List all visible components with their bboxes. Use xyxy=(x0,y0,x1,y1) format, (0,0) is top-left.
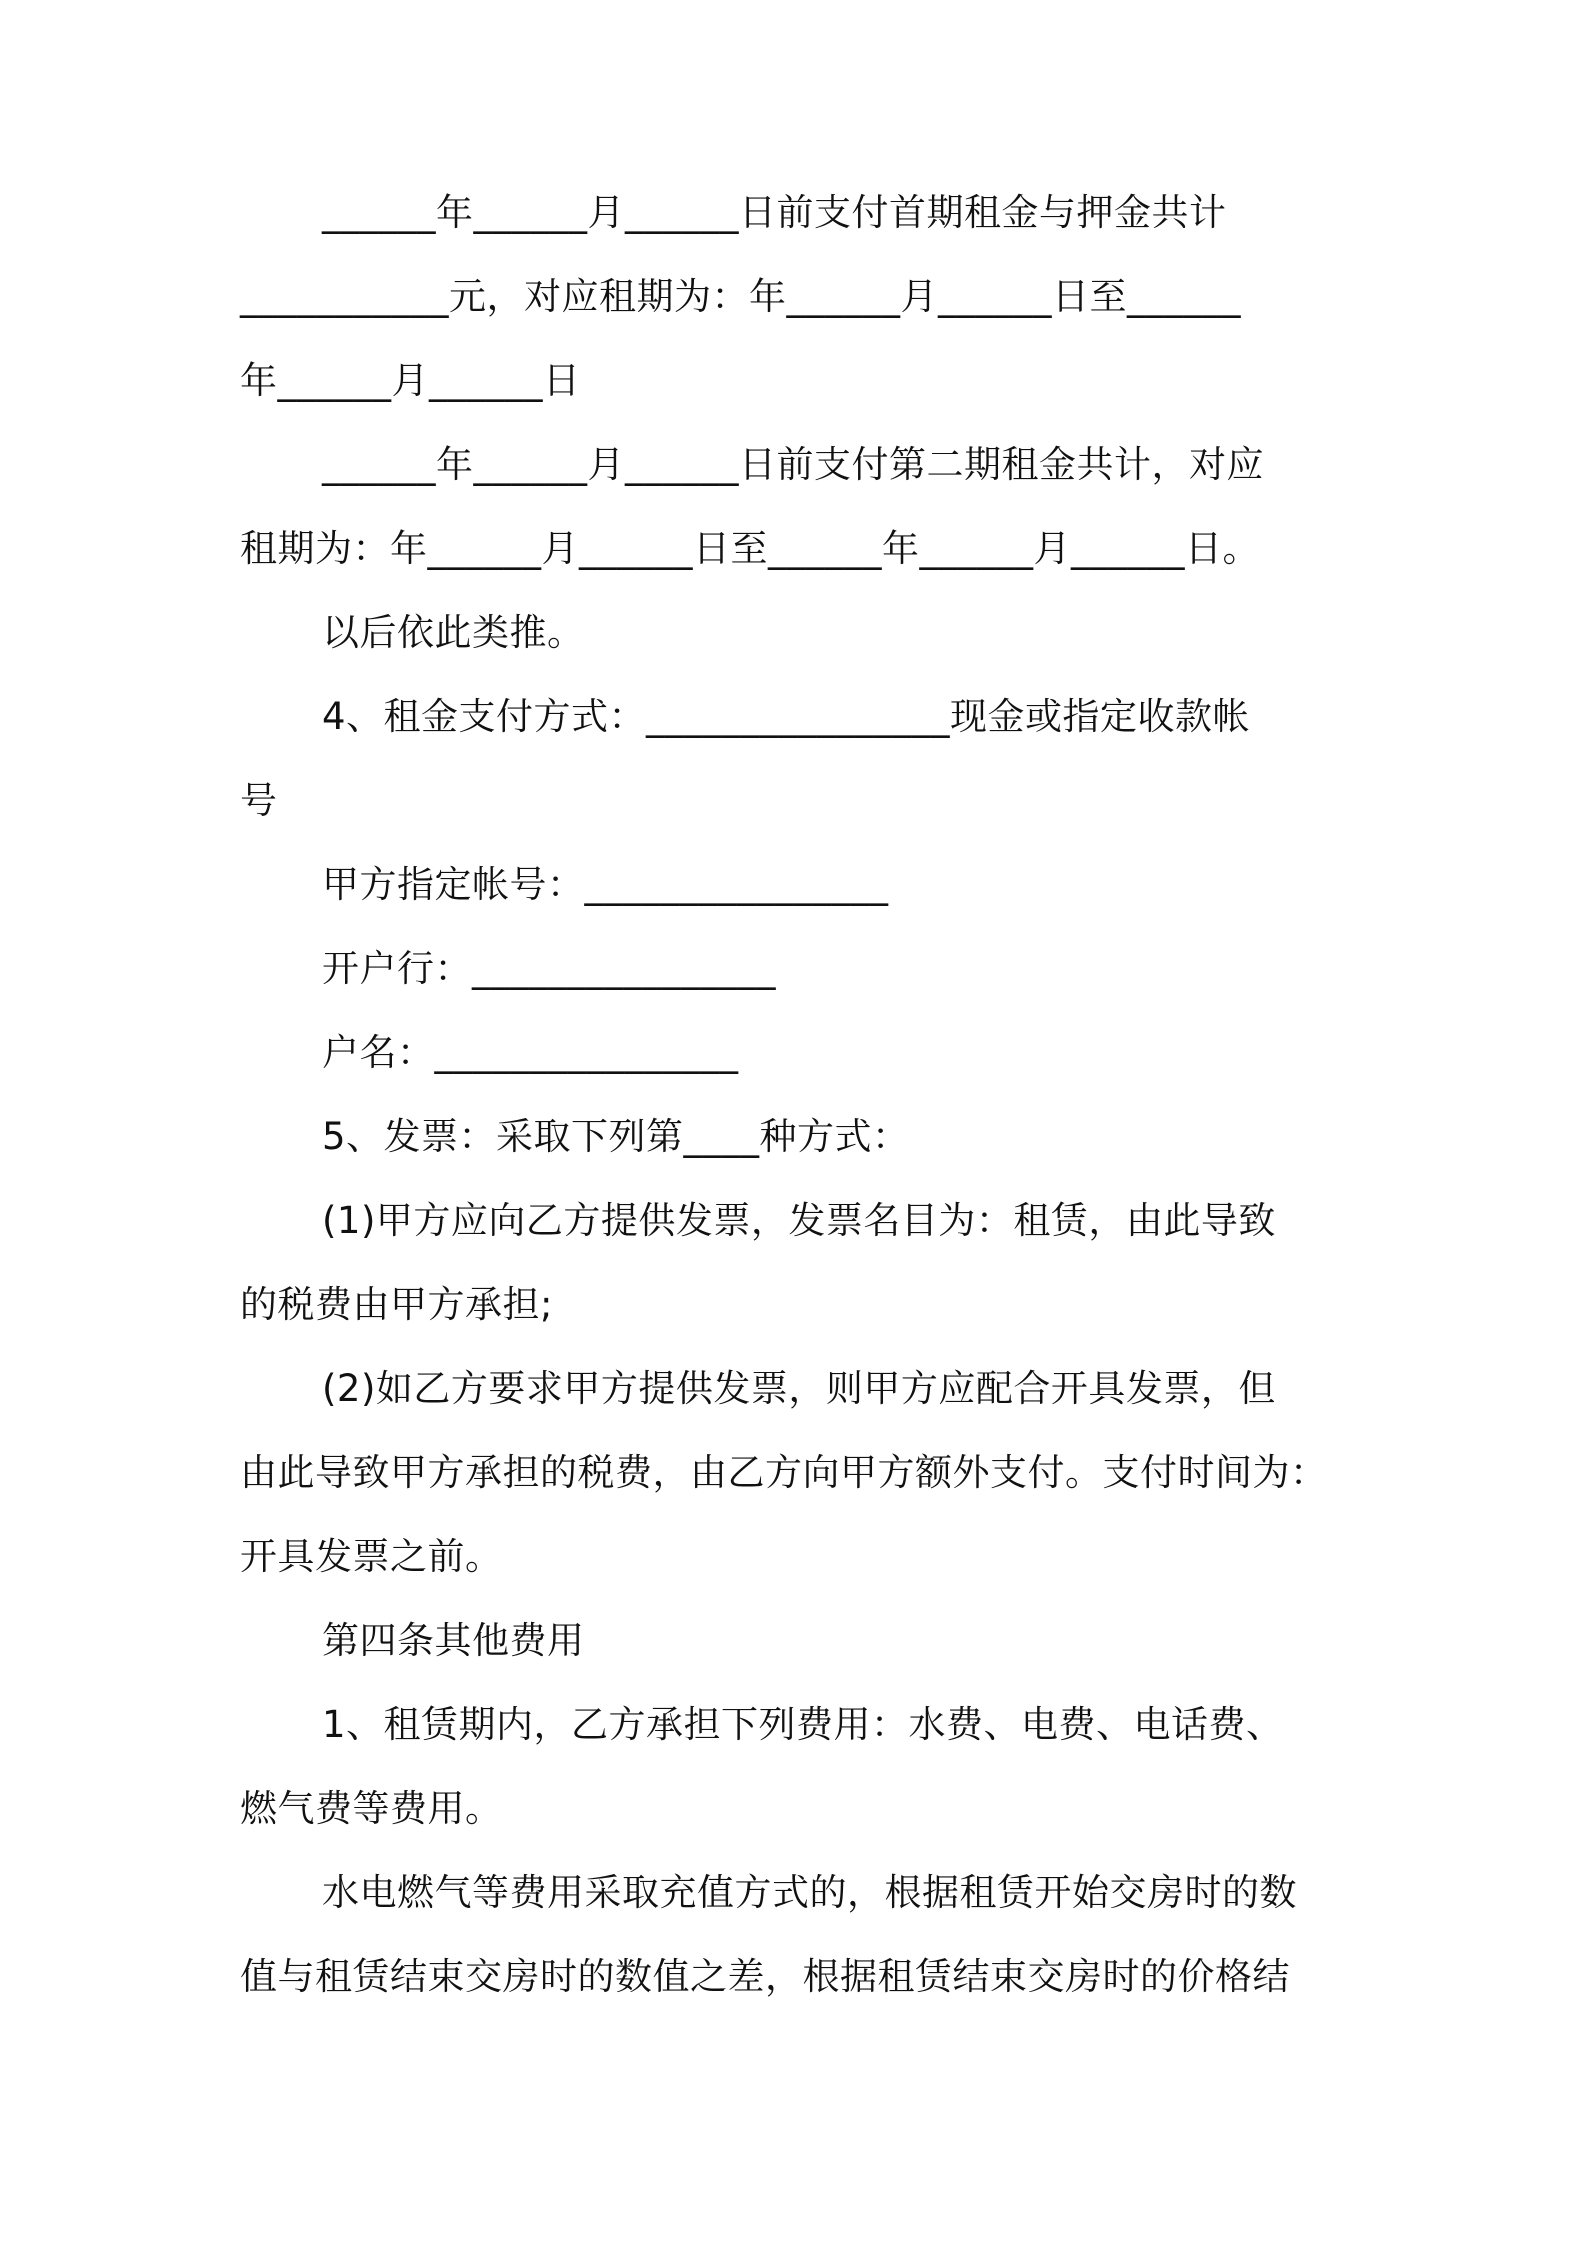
text-line: 1、租赁期内，乙方承担下列费用：水费、电费、电话费、 xyxy=(322,1703,1284,1746)
text-line: 甲方指定帐号：________________ xyxy=(322,863,889,906)
text-line: 燃气费等费用。 xyxy=(240,1787,503,1830)
text-line: 租期为：年______月______日至______年______月______日。 xyxy=(240,527,1260,570)
text-line: (2)如乙方要求甲方提供发票，则甲方应配合开具发票，但 xyxy=(322,1367,1276,1410)
text-line: 5、发票：采取下列第____种方式： xyxy=(322,1115,910,1158)
text-line: 4、租金支付方式：________________现金或指定收款帐 xyxy=(322,695,1251,738)
text-line: 开具发票之前。 xyxy=(240,1535,503,1578)
text-line: ______年______月______日前支付首期租金与押金共计 xyxy=(322,191,1227,234)
text-line: 由此导致甲方承担的税费，由乙方向甲方额外支付。支付时间为： xyxy=(240,1451,1328,1494)
text-line: 号 xyxy=(240,779,278,822)
text-line: ______年______月______日前支付第二期租金共计，对应 xyxy=(322,443,1264,486)
text-line: 水电燃气等费用采取充值方式的，根据租赁开始交房时的数 xyxy=(322,1871,1297,1914)
text-line: 年______月______日 xyxy=(240,359,581,402)
text-line: 开户行：________________ xyxy=(322,947,776,990)
text-line: (1)甲方应向乙方提供发票，发票名目为：租赁，由此导致 xyxy=(322,1199,1276,1242)
text-line: 以后依此类推。 xyxy=(322,611,585,654)
text-line: 值与租赁结束交房时的数值之差，根据租赁结束交房时的价格结 xyxy=(240,1955,1290,1998)
section-heading: 第四条其他费用 xyxy=(322,1619,585,1662)
text-line: 的税费由甲方承担; xyxy=(240,1283,553,1326)
text-line: ___________元，对应租期为：年______月______日至______ xyxy=(240,275,1241,318)
text-line: 户名：________________ xyxy=(322,1031,739,1074)
